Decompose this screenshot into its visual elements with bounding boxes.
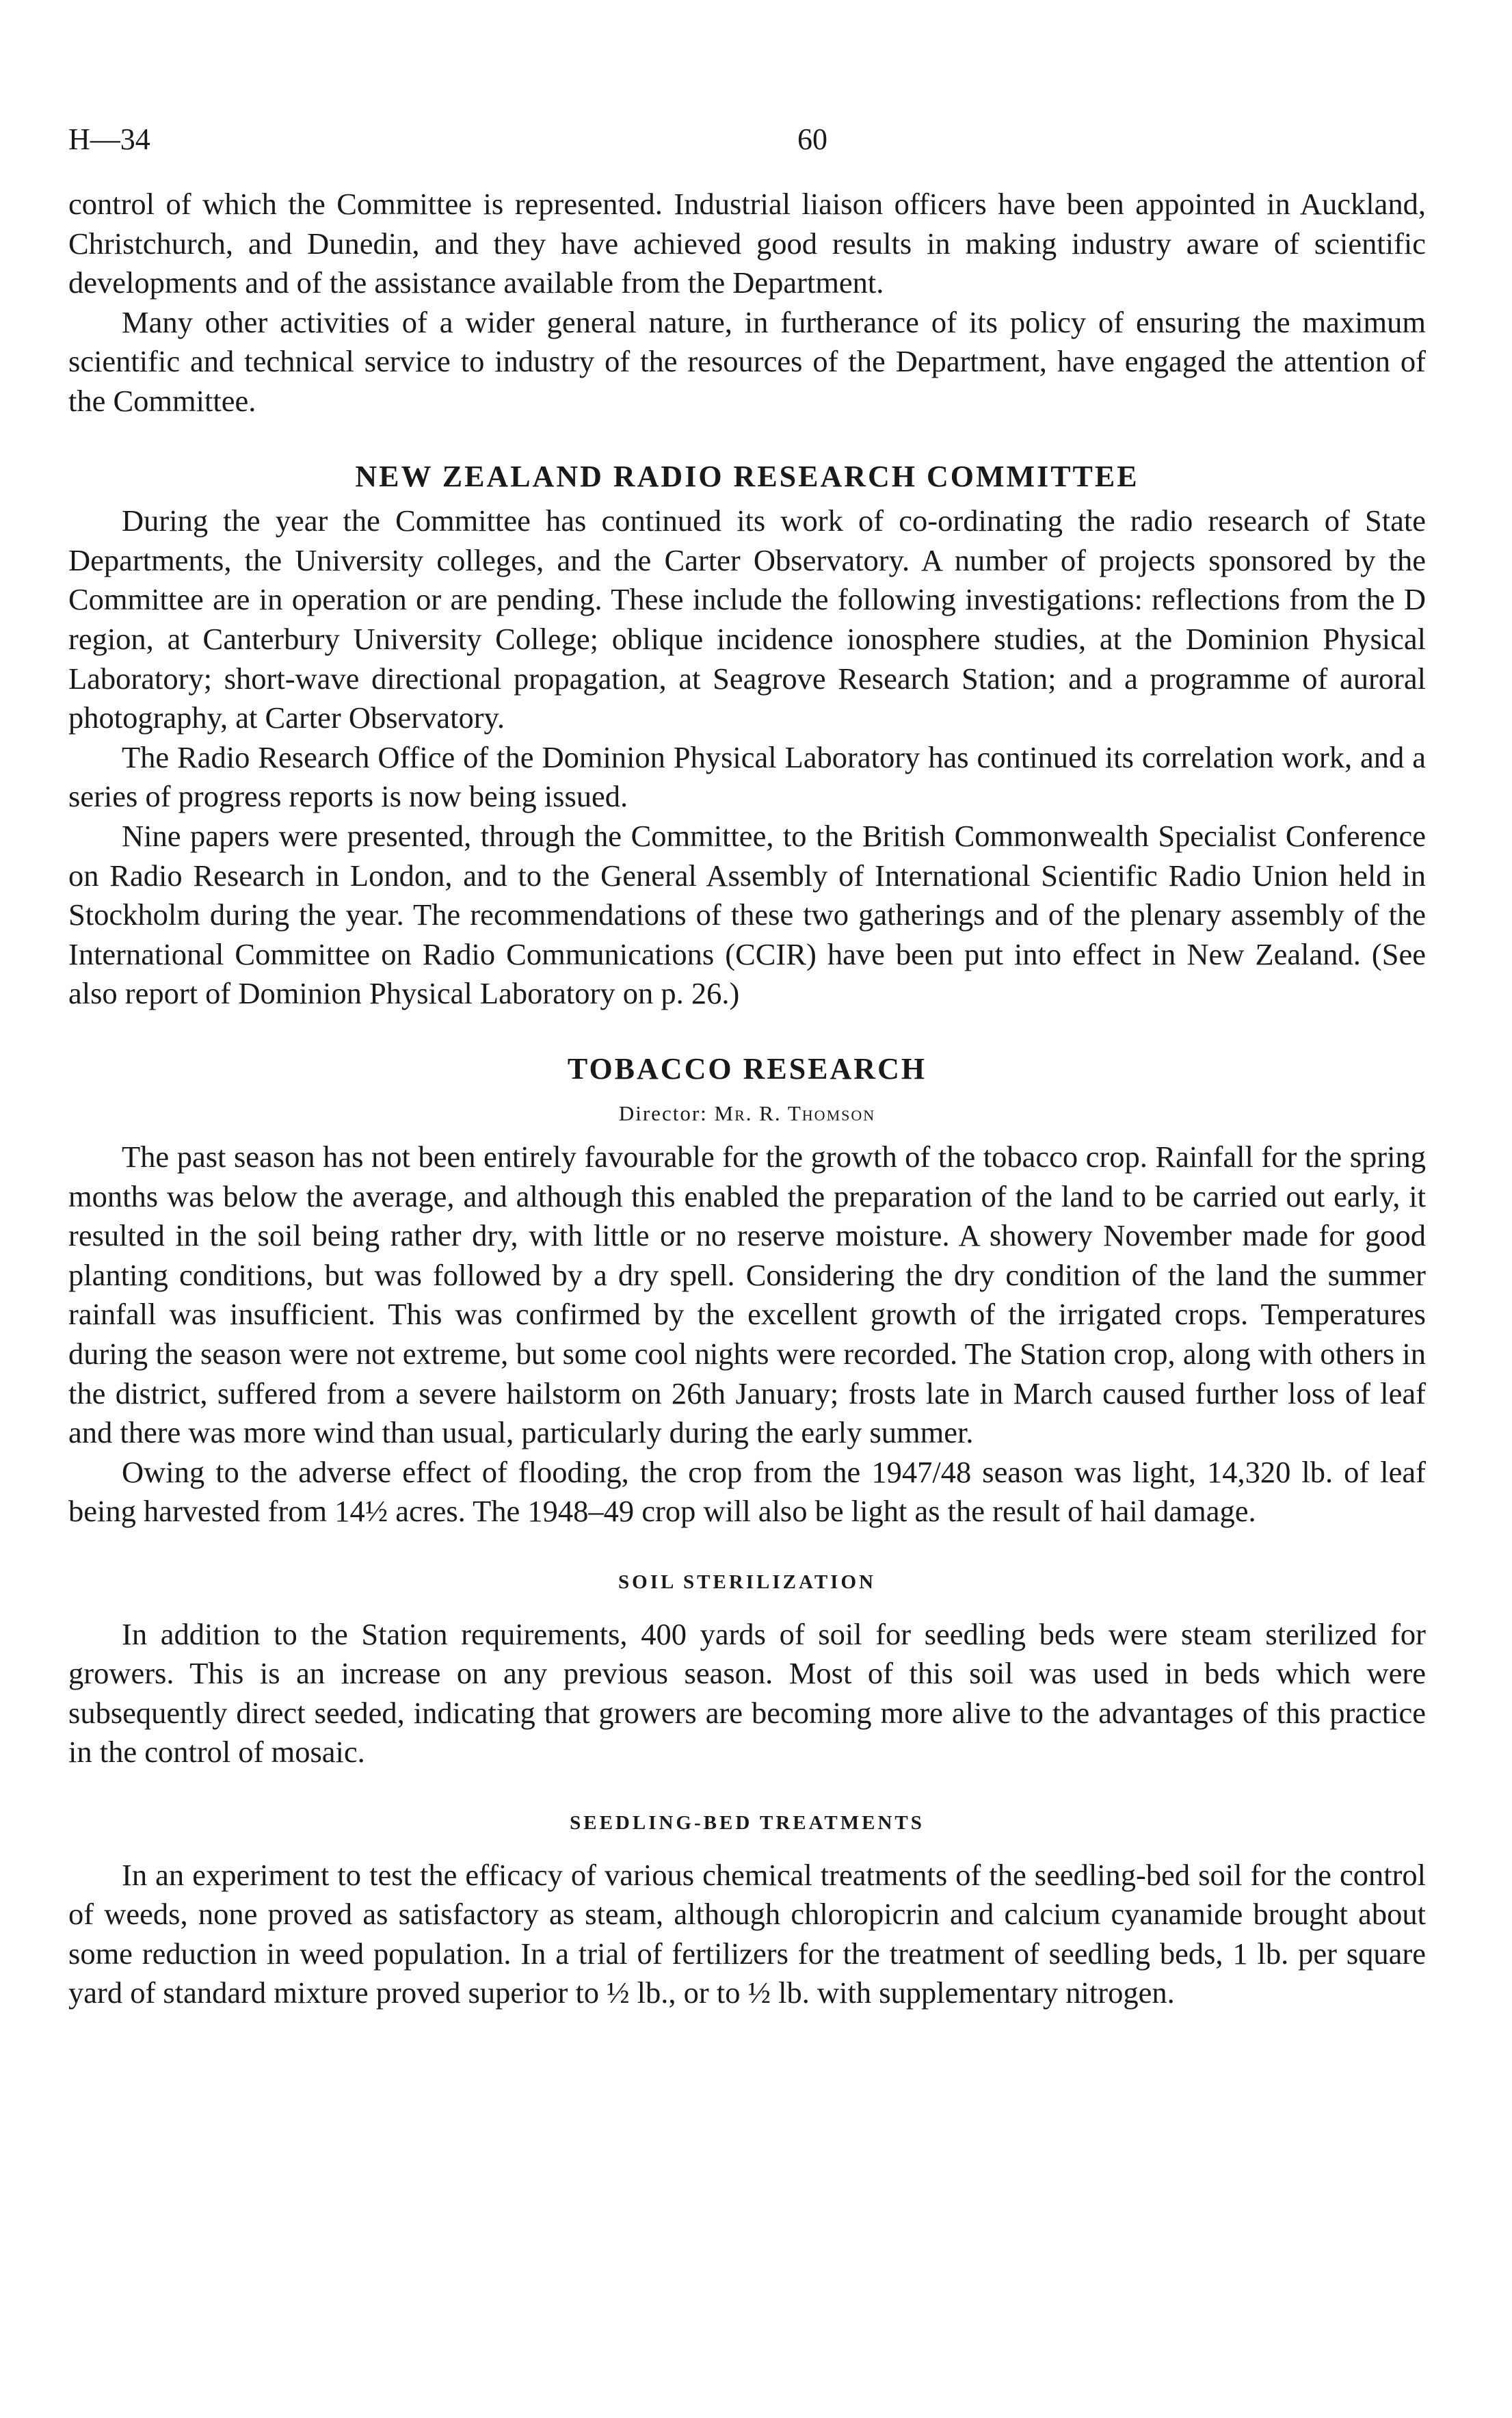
soil-sterilization-heading: SOIL STERILIZATION	[618, 1571, 876, 1593]
tobacco-paragraph-1: The past season has not been entirely favourable for the growth of the tobacco crop. Rainfall for the spring months was below the average, and although this enabled the preparation of the land to be carried out early, it resulted in the soil being rather dry, with little or no reserve moisture. A showery November made for good planting conditions, but was followed by a dry spell. Considering the dry condition of the land the summer rainfall was insufficient. This was confirmed by the excellent growth of the irrigated crops. Temperatures during the season were not extreme, but some cool nights were recorded. The Station crop, along with others in the district, suffered from a severe hailstorm on 26th January; frosts late in March caused further loss of leaf and there was more wind than usual, particularly during the early summer.	[68, 1140, 1426, 1450]
director-line	[68, 1094, 1426, 1133]
seedling-bed-heading: SEEDLING-BED TREATMENTS	[570, 1811, 925, 1834]
intro-paragraph-1: control of which the Committee is represented. Industrial liaison officers have been appointed in Auckland, Christchurch, and Dunedin, and they have achieved good results in making industry aware of scientific developments and of the assistance available from the Department.	[68, 187, 1426, 300]
radio-paragraph-3: Nine papers were presented, through the Committee, to the British Commonwealth Specialist Conference on Radio Research in London, and to the General Assembly of International Scientific Radio Union held in Stockholm during the year. The recommendations of these two gatherings and of the plenary assembly of the International Committee on Radio Communications (CCIR) have been put into effect in New Zealand. (See also report of Dominion Physical Laboratory on p. 26.)	[68, 818, 1426, 1011]
tobacco-paragraph-2: Owing to the adverse effect of flooding, the crop from the 1947/48 season was light, 14,320 lb. of leaf being harvested from 14½ acres. The 1948–49 crop will also be light as the result of hail damage.	[68, 1454, 1426, 1529]
seedling-bed-paragraph: In an experiment to test the efficacy of various chemical treatments of the seedling-bed soil for the control of weeds, none proved as satisfactory as steam, although chloropicrin and calcium cyanamide brought about some reduction in weed population. In a trial of fertilizers for the treatment of seedling beds, 1 lb. per square yard of standard mixture proved superior to ½ lb., or to ½ lb. with supplementary nitrogen.	[68, 1857, 1426, 2010]
radio-research-heading: NEW ZEALAND RADIO RESEARCH COMMITTEE	[355, 459, 1139, 493]
radio-paragraph-2: The Radio Research Office of the Dominion Physical Laboratory has continued its correlation work, and a series of progress reports is now being issued.	[68, 739, 1426, 814]
page-number: 60	[797, 122, 827, 156]
intro-paragraph-2: Many other activities of a wider general nature, in furtherance of its policy of ensuring the maximum scientific and technical service to industry of the resources of the Department, have engaged the attention of the Committee.	[68, 304, 1426, 418]
director-name: Mr. R. Thomson	[714, 1101, 876, 1126]
soil-sterilization-paragraph: In addition to the Station requirements, 400 yards of soil for seedling beds were steam sterilized for growers. This is an increase on any previous season. Most of this soil was used in beds which were subsequently direct seeded, indicating that growers are becoming more alive to the advantages of this practice in the control of mosaic.	[68, 1616, 1426, 1770]
page-code: H—34	[68, 122, 150, 156]
page-body	[68, 185, 1426, 2013]
radio-paragraph-1: During the year the Committee has continued its work of co-ordinating the radio research of State Departments, the University colleges, and the Carter Observatory. A number of projects sponsored by the Committee are in operation or are pending. These include the following investigations: reflections from the D region, at Canterbury University College; oblique incidence ionosphere studies, at the Dominion Physical Laboratory; short-wave directional propagation, at Seagrove Research Station; and a programme of auroral photography, at Carter Observatory.	[68, 503, 1426, 735]
director-label: Director:	[618, 1101, 715, 1126]
running-header	[68, 122, 1444, 163]
tobacco-research-heading: TOBACCO RESEARCH	[567, 1051, 927, 1086]
